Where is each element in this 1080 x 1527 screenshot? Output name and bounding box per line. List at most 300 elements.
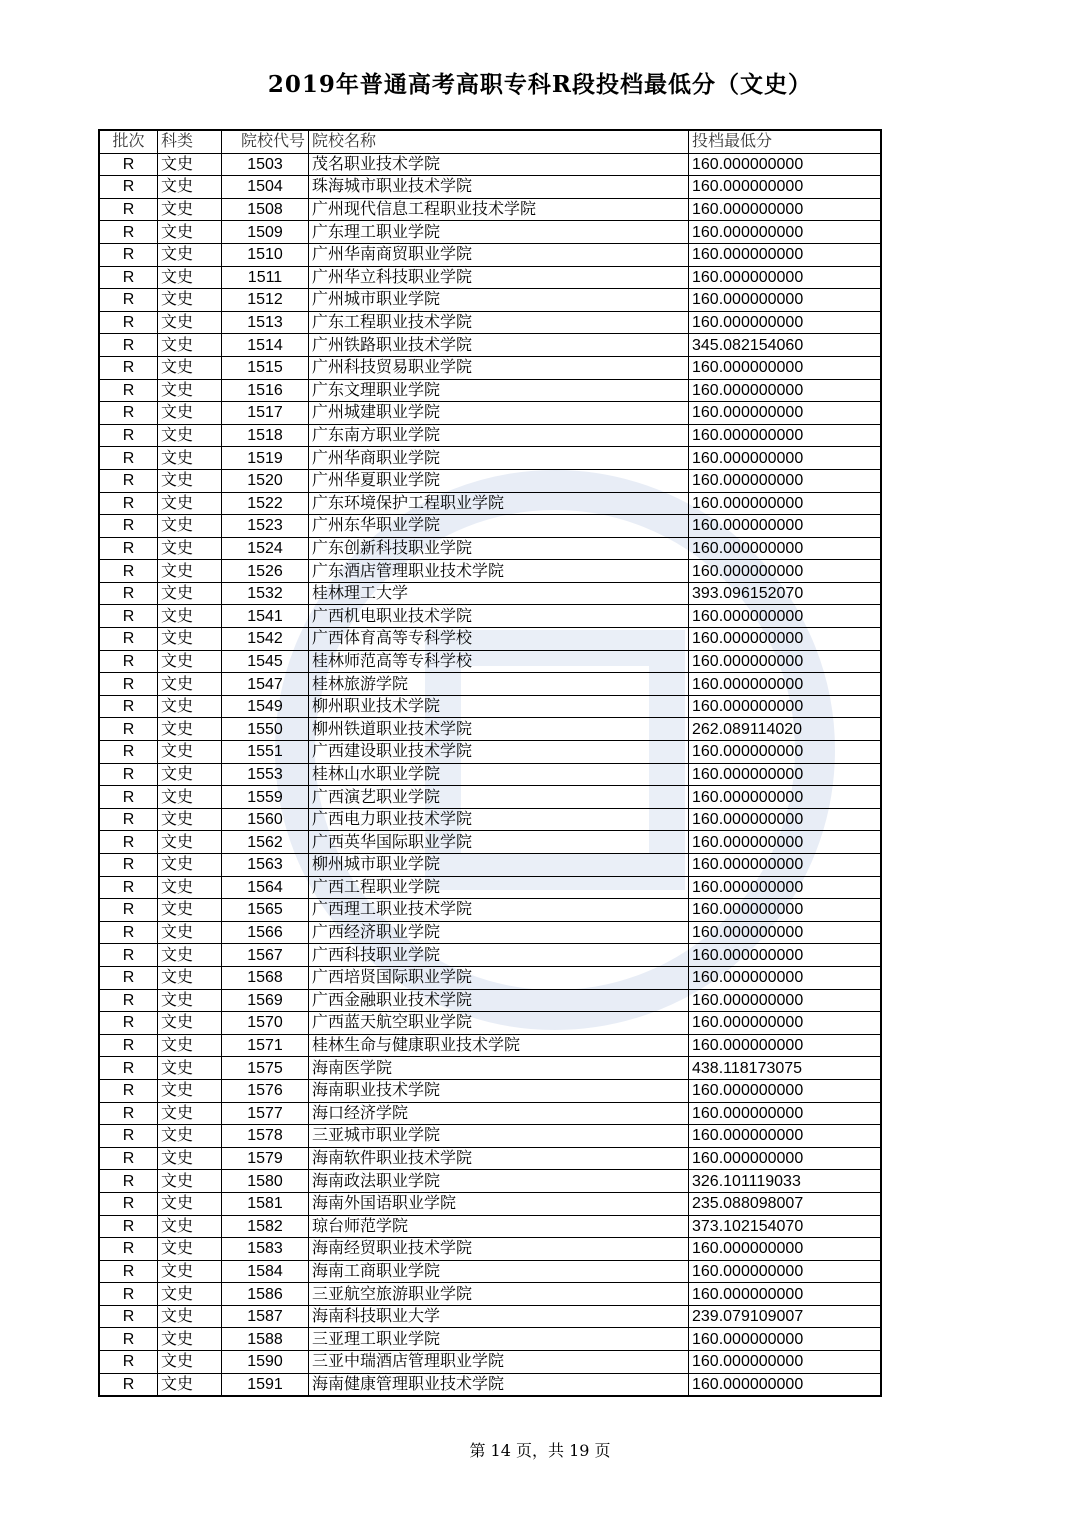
cell-school-name: 海南职业技术学院 [309,1079,689,1102]
cell-batch: R [99,989,158,1012]
cell-code: 1567 [222,944,309,967]
cell-category: 文史 [158,899,222,922]
table-row [99,1215,881,1238]
page-footer: 第 14 页，共 19 页 [469,1441,611,1460]
cell-category: 文史 [158,1170,222,1193]
table-row [99,1305,881,1328]
cell-batch: R [99,424,158,447]
cell-category: 文史 [158,650,222,673]
table-row [99,673,881,696]
table-row [99,379,881,402]
cell-batch: R [99,469,158,492]
cell-school-name: 三亚理工职业学院 [309,1328,689,1351]
cell-batch: R [99,1373,158,1396]
cell-min-score: 160.000000000 [689,424,882,447]
cell-school-name: 广西英华国际职业学院 [309,831,689,854]
cell-school-name: 珠海城市职业技术学院 [309,176,689,199]
cell-batch: R [99,1351,158,1374]
cell-school-name: 三亚城市职业学院 [309,1125,689,1148]
cell-batch: R [99,695,158,718]
cell-category: 文史 [158,921,222,944]
table-row [99,876,881,899]
cell-min-score: 160.000000000 [689,1034,882,1057]
cell-category: 文史 [158,989,222,1012]
cell-code: 1588 [222,1328,309,1351]
cell-school-name: 广西建设职业技术学院 [309,741,689,764]
cell-code: 1514 [222,334,309,357]
table-row [99,786,881,809]
cell-min-score: 373.102154070 [689,1215,882,1238]
cell-school-name: 桂林旅游学院 [309,673,689,696]
cell-batch: R [99,605,158,628]
cell-min-score: 160.000000000 [689,560,882,583]
table-row [99,718,881,741]
table-row [99,492,881,515]
cell-school-name: 广西经济职业学院 [309,921,689,944]
cell-min-score: 160.000000000 [689,741,882,764]
table-row [99,582,881,605]
cell-school-name: 广西电力职业技术学院 [309,808,689,831]
cell-school-name: 海南健康管理职业技术学院 [309,1373,689,1396]
cell-code: 1542 [222,628,309,651]
cell-category: 文史 [158,176,222,199]
cell-code: 1550 [222,718,309,741]
cell-school-name: 广东工程职业技术学院 [309,311,689,334]
cell-min-score: 345.082154060 [689,334,882,357]
cell-batch: R [99,628,158,651]
table-row [99,944,881,967]
cell-code: 1586 [222,1283,309,1306]
cell-code: 1565 [222,899,309,922]
cell-school-name: 海南外国语职业学院 [309,1192,689,1215]
cell-batch: R [99,334,158,357]
cell-batch: R [99,447,158,470]
cell-category: 文史 [158,854,222,877]
cell-code: 1518 [222,424,309,447]
cell-batch: R [99,831,158,854]
cell-min-score: 160.000000000 [689,1351,882,1374]
cell-school-name: 广西蓝天航空职业学院 [309,1012,689,1035]
cell-category: 文史 [158,786,222,809]
cell-code: 1584 [222,1260,309,1283]
cell-category: 文史 [158,1192,222,1215]
cell-category: 文史 [158,515,222,538]
cell-batch: R [99,718,158,741]
cell-batch: R [99,1238,158,1261]
cell-min-score: 160.000000000 [689,786,882,809]
cell-category: 文史 [158,695,222,718]
cell-category: 文史 [158,311,222,334]
cell-min-score: 160.000000000 [689,1012,882,1035]
cell-min-score: 160.000000000 [689,153,882,176]
cell-batch: R [99,1034,158,1057]
cell-batch: R [99,221,158,244]
table-row [99,402,881,425]
score-table [98,129,882,1397]
cell-min-score: 160.000000000 [689,989,882,1012]
cell-batch: R [99,311,158,334]
cell-min-score: 160.000000000 [689,1238,882,1261]
cell-category: 文史 [158,628,222,651]
cell-batch: R [99,966,158,989]
cell-min-score: 235.088098007 [689,1192,882,1215]
cell-category: 文史 [158,198,222,221]
cell-category: 文史 [158,469,222,492]
cell-code: 1503 [222,153,309,176]
cell-batch: R [99,673,158,696]
cell-code: 1524 [222,537,309,560]
table-row [99,1328,881,1351]
table-row [99,1351,881,1374]
cell-min-score: 160.000000000 [689,537,882,560]
cell-batch: R [99,582,158,605]
cell-category: 文史 [158,402,222,425]
table-row [99,899,881,922]
table-row [99,605,881,628]
cell-min-score: 326.101119033 [689,1170,882,1193]
cell-school-name: 桂林理工大学 [309,582,689,605]
cell-category: 文史 [158,1125,222,1148]
table-row [99,808,881,831]
cell-code: 1591 [222,1373,309,1396]
cell-category: 文史 [158,605,222,628]
cell-batch: R [99,243,158,266]
table-row [99,1192,881,1215]
cell-batch: R [99,1057,158,1080]
cell-code: 1519 [222,447,309,470]
cell-code: 1571 [222,1034,309,1057]
cell-category: 文史 [158,289,222,312]
cell-school-name: 海南政法职业学院 [309,1170,689,1193]
cell-batch: R [99,1102,158,1125]
cell-code: 1577 [222,1102,309,1125]
cell-school-name: 三亚中瑞酒店管理职业学院 [309,1351,689,1374]
table-row [99,153,881,176]
cell-batch: R [99,921,158,944]
cell-code: 1568 [222,966,309,989]
table-row [99,1238,881,1261]
cell-school-name: 广西理工职业技术学院 [309,899,689,922]
table-row [99,628,881,651]
cell-code: 1512 [222,289,309,312]
cell-code: 1563 [222,854,309,877]
cell-category: 文史 [158,1215,222,1238]
cell-school-name: 桂林师范高等专科学校 [309,650,689,673]
cell-min-score: 160.000000000 [689,831,882,854]
cell-batch: R [99,515,158,538]
cell-code: 1559 [222,786,309,809]
cell-school-name: 广西培贤国际职业学院 [309,966,689,989]
cell-code: 1580 [222,1170,309,1193]
cell-code: 1566 [222,921,309,944]
cell-category: 文史 [158,537,222,560]
cell-code: 1511 [222,266,309,289]
cell-min-score: 160.000000000 [689,243,882,266]
cell-category: 文史 [158,356,222,379]
cell-category: 文史 [158,763,222,786]
cell-school-name: 广州东华职业学院 [309,515,689,538]
cell-code: 1549 [222,695,309,718]
header-category: 科类 [158,130,222,153]
cell-min-score: 262.089114020 [689,718,882,741]
table-row [99,854,881,877]
cell-min-score: 160.000000000 [689,1260,882,1283]
cell-batch: R [99,741,158,764]
cell-category: 文史 [158,741,222,764]
table-row [99,334,881,357]
cell-category: 文史 [158,1373,222,1396]
cell-batch: R [99,176,158,199]
cell-min-score: 160.000000000 [689,515,882,538]
cell-min-score: 160.000000000 [689,198,882,221]
cell-category: 文史 [158,1283,222,1306]
cell-batch: R [99,1215,158,1238]
cell-category: 文史 [158,1102,222,1125]
cell-category: 文史 [158,944,222,967]
table-row [99,266,881,289]
cell-category: 文史 [158,221,222,244]
cell-school-name: 广西科技职业学院 [309,944,689,967]
cell-school-name: 广州华夏职业学院 [309,469,689,492]
cell-min-score: 160.000000000 [689,289,882,312]
cell-min-score: 160.000000000 [689,379,882,402]
cell-school-name: 海口经济学院 [309,1102,689,1125]
cell-code: 1581 [222,1192,309,1215]
cell-batch: R [99,153,158,176]
header-min-score: 投档最低分 [689,130,882,153]
cell-category: 文史 [158,1238,222,1261]
cell-min-score: 160.000000000 [689,492,882,515]
cell-school-name: 广西机电职业技术学院 [309,605,689,628]
cell-category: 文史 [158,1079,222,1102]
cell-min-score: 160.000000000 [689,966,882,989]
cell-code: 1562 [222,831,309,854]
cell-school-name: 柳州职业技术学院 [309,695,689,718]
table-body [99,153,881,1396]
cell-min-score: 160.000000000 [689,1125,882,1148]
cell-category: 文史 [158,1034,222,1057]
table-row [99,515,881,538]
cell-code: 1510 [222,243,309,266]
cell-code: 1583 [222,1238,309,1261]
cell-min-score: 160.000000000 [689,628,882,651]
header-batch: 批次 [99,130,158,153]
cell-min-score: 393.096152070 [689,582,882,605]
cell-code: 1520 [222,469,309,492]
cell-code: 1560 [222,808,309,831]
cell-category: 文史 [158,1351,222,1374]
cell-category: 文史 [158,266,222,289]
cell-school-name: 海南工商职业学院 [309,1260,689,1283]
cell-code: 1523 [222,515,309,538]
cell-batch: R [99,944,158,967]
cell-category: 文史 [158,560,222,583]
cell-category: 文史 [158,1057,222,1080]
cell-min-score: 160.000000000 [689,356,882,379]
cell-category: 文史 [158,379,222,402]
cell-batch: R [99,1012,158,1035]
cell-school-name: 广州铁路职业技术学院 [309,334,689,357]
cell-school-name: 广西体育高等专科学校 [309,628,689,651]
cell-min-score: 160.000000000 [689,266,882,289]
cell-min-score: 160.000000000 [689,921,882,944]
cell-min-score: 160.000000000 [689,673,882,696]
table-row [99,1147,881,1170]
cell-min-score: 160.000000000 [689,311,882,334]
table-row [99,1034,881,1057]
header-school-name: 院校名称 [309,130,689,153]
cell-school-name: 广州城市职业学院 [309,289,689,312]
document-title: 2019年普通高考高职专科R段投档最低分（文史） [267,71,813,98]
cell-min-score: 160.000000000 [689,1147,882,1170]
cell-batch: R [99,289,158,312]
cell-code: 1576 [222,1079,309,1102]
cell-school-name: 广州科技贸易职业学院 [309,356,689,379]
cell-code: 1522 [222,492,309,515]
cell-batch: R [99,356,158,379]
cell-school-name: 广州现代信息工程职业技术学院 [309,198,689,221]
cell-batch: R [99,198,158,221]
cell-category: 文史 [158,153,222,176]
table-row [99,221,881,244]
cell-batch: R [99,1170,158,1193]
cell-min-score: 160.000000000 [689,1102,882,1125]
cell-min-score: 160.000000000 [689,876,882,899]
cell-batch: R [99,1260,158,1283]
table-row [99,1057,881,1080]
cell-batch: R [99,763,158,786]
cell-school-name: 琼台师范学院 [309,1215,689,1238]
cell-code: 1516 [222,379,309,402]
cell-code: 1526 [222,560,309,583]
cell-code: 1541 [222,605,309,628]
table-row [99,1102,881,1125]
cell-school-name: 海南科技职业大学 [309,1305,689,1328]
table-row [99,763,881,786]
table-row [99,831,881,854]
cell-min-score: 160.000000000 [689,650,882,673]
cell-code: 1578 [222,1125,309,1148]
cell-school-name: 三亚航空旅游职业学院 [309,1283,689,1306]
cell-min-score: 160.000000000 [689,944,882,967]
cell-category: 文史 [158,1260,222,1283]
cell-school-name: 桂林山水职业学院 [309,763,689,786]
cell-category: 文史 [158,447,222,470]
cell-min-score: 160.000000000 [689,605,882,628]
cell-min-score: 160.000000000 [689,1373,882,1396]
cell-batch: R [99,1125,158,1148]
cell-min-score: 160.000000000 [689,176,882,199]
table-row [99,741,881,764]
cell-school-name: 广西金融职业技术学院 [309,989,689,1012]
cell-batch: R [99,1328,158,1351]
table-row [99,198,881,221]
cell-code: 1515 [222,356,309,379]
cell-school-name: 广东环境保护工程职业学院 [309,492,689,515]
cell-batch: R [99,379,158,402]
cell-code: 1564 [222,876,309,899]
cell-code: 1569 [222,989,309,1012]
table-row [99,1283,881,1306]
cell-category: 文史 [158,673,222,696]
table-row [99,921,881,944]
table-row [99,650,881,673]
cell-category: 文史 [158,1305,222,1328]
cell-batch: R [99,899,158,922]
cell-category: 文史 [158,582,222,605]
cell-code: 1547 [222,673,309,696]
table-row [99,1170,881,1193]
cell-min-score: 160.000000000 [689,1079,882,1102]
cell-batch: R [99,650,158,673]
cell-min-score: 160.000000000 [689,221,882,244]
cell-code: 1570 [222,1012,309,1035]
table-row [99,1079,881,1102]
cell-code: 1575 [222,1057,309,1080]
cell-code: 1545 [222,650,309,673]
cell-code: 1513 [222,311,309,334]
table-row [99,1260,881,1283]
table-row [99,356,881,379]
table-header-row [99,130,881,153]
cell-category: 文史 [158,243,222,266]
cell-category: 文史 [158,492,222,515]
cell-batch: R [99,560,158,583]
cell-category: 文史 [158,1012,222,1035]
cell-category: 文史 [158,1147,222,1170]
cell-min-score: 160.000000000 [689,447,882,470]
table-row [99,1373,881,1396]
cell-code: 1587 [222,1305,309,1328]
cell-category: 文史 [158,424,222,447]
table-row [99,447,881,470]
table-row [99,989,881,1012]
cell-school-name: 柳州城市职业学院 [309,854,689,877]
cell-min-score: 160.000000000 [689,1328,882,1351]
cell-school-name: 海南经贸职业技术学院 [309,1238,689,1261]
cell-batch: R [99,1305,158,1328]
cell-batch: R [99,786,158,809]
cell-min-score: 160.000000000 [689,808,882,831]
table-row [99,289,881,312]
cell-category: 文史 [158,1328,222,1351]
cell-batch: R [99,266,158,289]
cell-code: 1532 [222,582,309,605]
cell-code: 1553 [222,763,309,786]
cell-min-score: 239.079109007 [689,1305,882,1328]
table-row [99,469,881,492]
cell-batch: R [99,1192,158,1215]
cell-batch: R [99,808,158,831]
cell-min-score: 160.000000000 [689,763,882,786]
cell-school-name: 广东创新科技职业学院 [309,537,689,560]
cell-batch: R [99,1079,158,1102]
cell-code: 1508 [222,198,309,221]
table-row [99,1125,881,1148]
cell-code: 1509 [222,221,309,244]
cell-min-score: 160.000000000 [689,402,882,425]
cell-school-name: 广西演艺职业学院 [309,786,689,809]
cell-school-name: 广东南方职业学院 [309,424,689,447]
table-row [99,537,881,560]
cell-category: 文史 [158,831,222,854]
cell-batch: R [99,402,158,425]
cell-code: 1504 [222,176,309,199]
cell-code: 1517 [222,402,309,425]
cell-min-score: 160.000000000 [689,469,882,492]
table-row [99,966,881,989]
cell-min-score: 438.118173075 [689,1057,882,1080]
